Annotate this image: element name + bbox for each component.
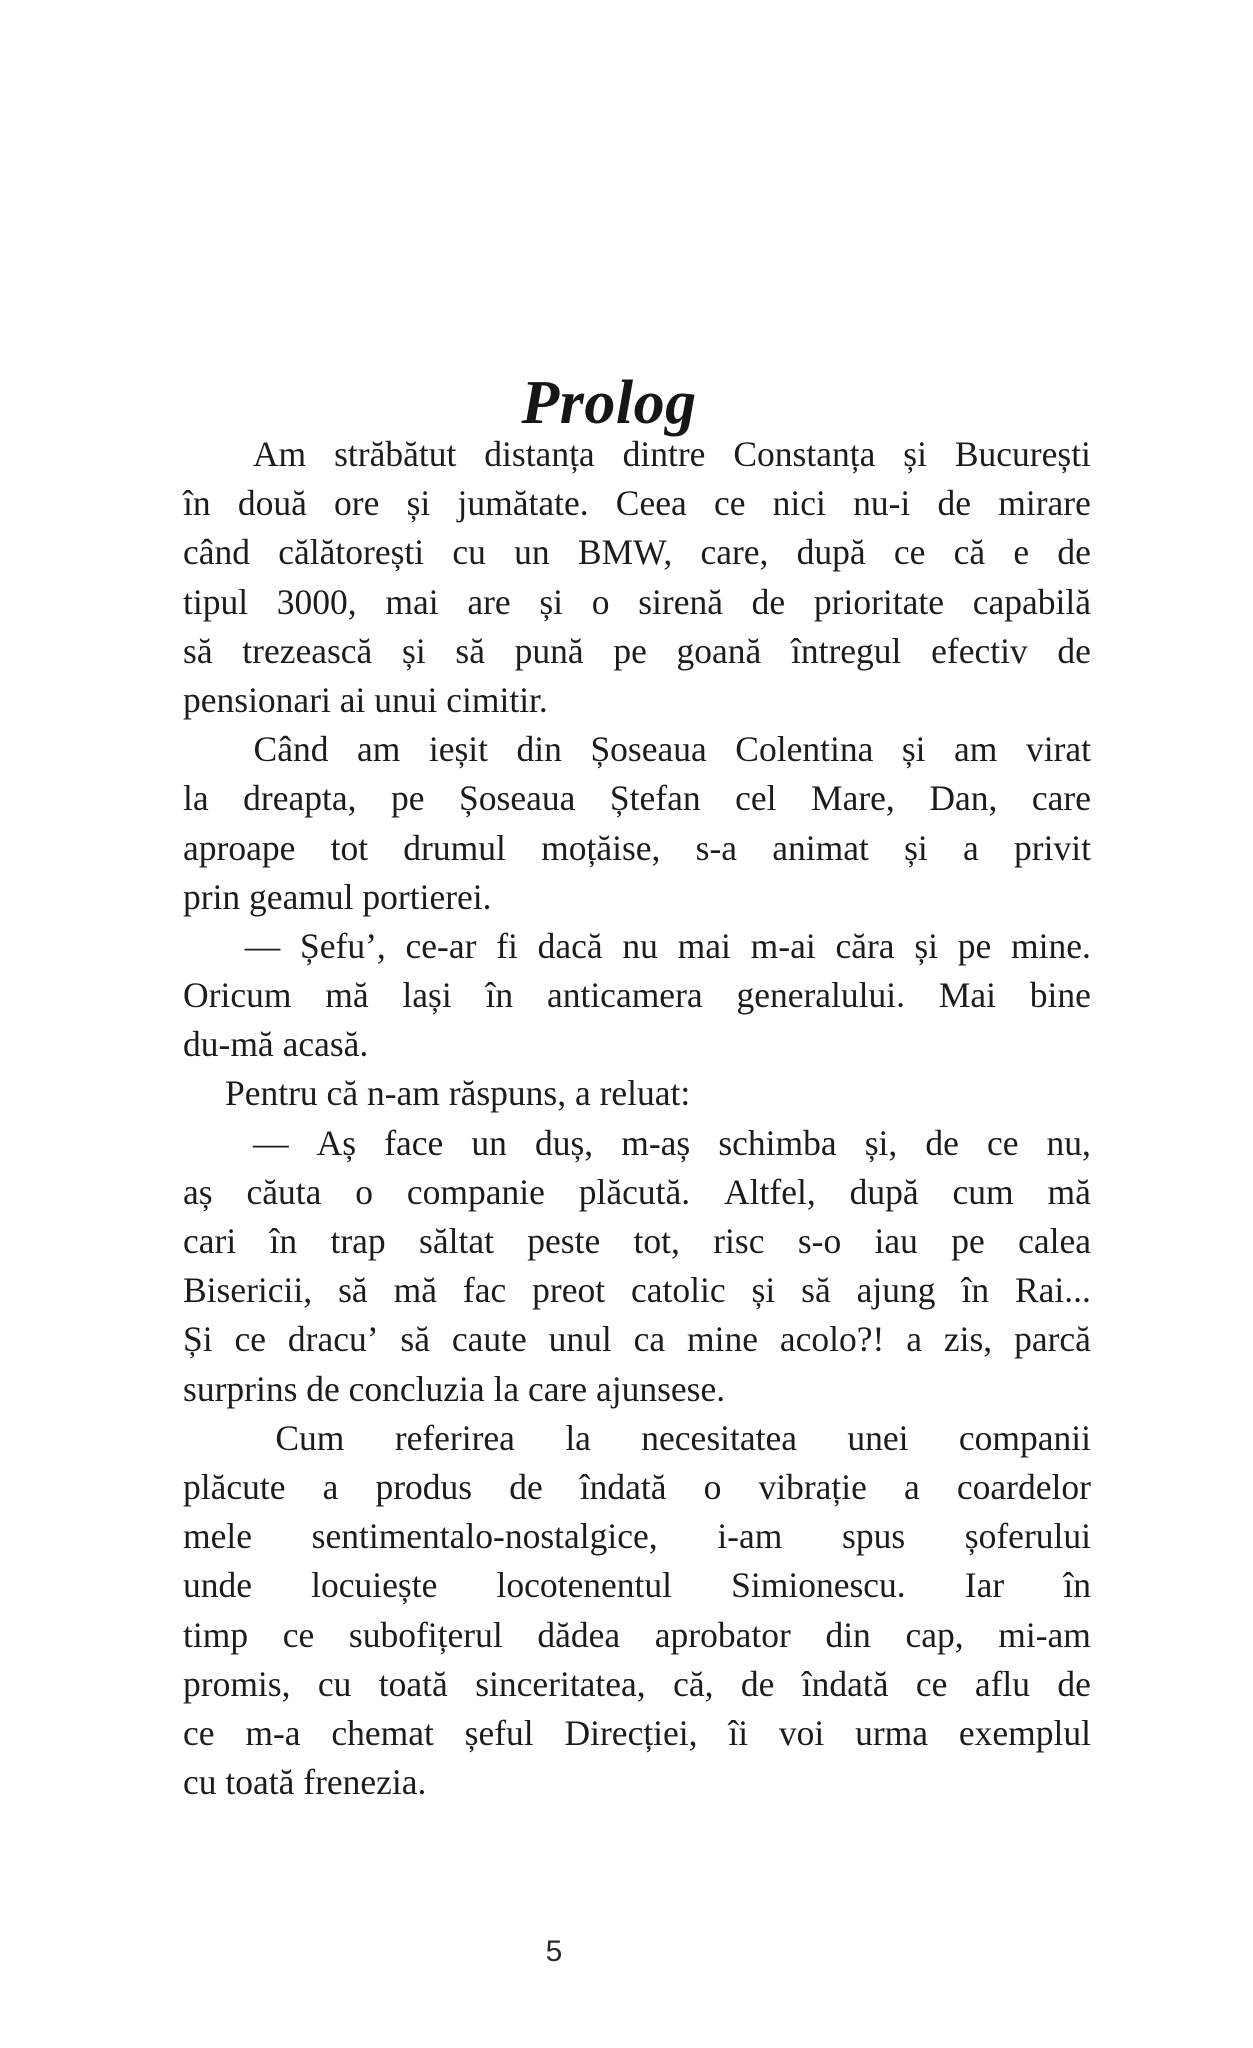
word: are xyxy=(467,581,511,622)
text-line xyxy=(183,1561,1091,1610)
word: și xyxy=(914,925,938,966)
word: tipul xyxy=(183,581,249,622)
word: unei xyxy=(847,1417,909,1458)
word: o xyxy=(591,581,610,622)
word: îndată xyxy=(579,1466,667,1507)
word: Șefu’, xyxy=(300,925,386,966)
word: Oricum xyxy=(183,975,292,1016)
word: să xyxy=(183,630,213,671)
word: zis, xyxy=(943,1319,993,1360)
word: plăcută. xyxy=(578,1171,691,1212)
word: București xyxy=(954,434,1091,474)
word: drumul xyxy=(403,827,506,868)
word: și xyxy=(901,729,926,770)
text-line xyxy=(183,1414,1091,1463)
word: Simionescu. xyxy=(731,1565,906,1606)
word: și, xyxy=(864,1122,898,1163)
line-text: cu toată frenezia. xyxy=(183,1762,427,1803)
word: vibrație xyxy=(758,1466,867,1507)
word: mirare xyxy=(998,483,1091,524)
word: dreapta, xyxy=(243,778,357,819)
word: Mai xyxy=(938,975,996,1016)
word: fac xyxy=(462,1270,507,1311)
word: ca xyxy=(633,1319,666,1360)
page-number: 5 xyxy=(545,1935,563,1968)
word: la xyxy=(183,778,209,819)
word: Când xyxy=(253,729,329,770)
word: Rai... xyxy=(1015,1270,1091,1311)
word: ce xyxy=(183,1712,215,1753)
word: mele xyxy=(183,1516,252,1557)
word: din xyxy=(516,729,562,770)
word: voi xyxy=(778,1712,825,1753)
text-line xyxy=(183,774,1091,823)
word: că, xyxy=(673,1663,714,1704)
word: a xyxy=(963,827,979,868)
word: pună xyxy=(514,630,584,671)
word: promis, xyxy=(183,1663,291,1704)
word: parcă xyxy=(1014,1319,1091,1360)
word: dădea xyxy=(537,1614,621,1655)
word: referirea xyxy=(394,1417,515,1458)
word: BMW, xyxy=(577,532,673,573)
word: căra xyxy=(835,925,895,966)
text-line xyxy=(183,873,1091,922)
word: în xyxy=(961,1270,990,1311)
word: timp xyxy=(183,1614,249,1655)
word: exemplul xyxy=(958,1712,1091,1753)
word: goană xyxy=(676,630,762,671)
word: nu-i xyxy=(853,483,911,524)
text-line xyxy=(183,1315,1091,1364)
word: nu xyxy=(622,925,658,966)
word: tot xyxy=(330,827,369,868)
word: sirenă xyxy=(638,581,723,622)
word: cu xyxy=(452,532,486,573)
word: m-ai xyxy=(750,925,816,966)
word: săltat xyxy=(419,1221,494,1261)
word: șeful xyxy=(464,1712,534,1753)
word: locotenentul xyxy=(496,1565,672,1606)
text-line xyxy=(183,1512,1091,1561)
word: dracu’ xyxy=(287,1319,379,1360)
line-text: surprins de concluzia la care ajunsese. xyxy=(183,1368,726,1409)
word: trap xyxy=(330,1221,386,1261)
word: a xyxy=(906,1319,922,1360)
word: Constanța xyxy=(733,434,876,474)
word: ore xyxy=(334,483,380,524)
word: catolic xyxy=(631,1270,726,1311)
word: Cum xyxy=(275,1417,345,1458)
word: când xyxy=(183,532,251,573)
word: Ceea xyxy=(615,483,687,524)
word: întregul xyxy=(791,630,902,671)
word: capabilă xyxy=(972,581,1091,622)
word: de xyxy=(1057,630,1091,671)
word: coardelor xyxy=(956,1466,1091,1507)
word: moțăise, xyxy=(541,827,661,868)
word: mă xyxy=(325,975,369,1016)
word: subofițerul xyxy=(348,1614,503,1655)
word: în xyxy=(183,483,211,524)
word: distanța xyxy=(484,434,595,474)
first-line-indent xyxy=(183,1119,225,1168)
word: ce xyxy=(234,1319,266,1360)
word: prioritate xyxy=(813,581,944,622)
word: ce xyxy=(986,1122,1019,1163)
word: Dan, xyxy=(929,778,998,819)
word: bine xyxy=(1029,975,1091,1016)
word: companii xyxy=(958,1417,1091,1458)
word: Direcției, xyxy=(564,1712,698,1753)
word: în xyxy=(485,975,514,1016)
word: calea xyxy=(1018,1221,1091,1261)
line-text: pensionari ai unui cimitir. xyxy=(183,679,548,720)
word: peste xyxy=(527,1221,601,1261)
text-line xyxy=(183,1463,1091,1512)
word: să xyxy=(455,630,485,671)
text-line xyxy=(183,1611,1091,1660)
text-line xyxy=(183,1266,1091,1315)
word: nici xyxy=(772,483,826,524)
line-text: prin geamul portierei. xyxy=(183,876,492,917)
word: Am xyxy=(252,434,307,474)
word: mai xyxy=(677,925,731,966)
word: cum xyxy=(952,1171,1014,1212)
word: 3000, xyxy=(276,581,357,622)
word: — xyxy=(244,925,281,966)
word: jumătate. xyxy=(457,483,589,524)
word: companie xyxy=(406,1171,545,1212)
word: Altfel, xyxy=(724,1171,816,1212)
word: efectiv xyxy=(931,630,1028,671)
word: o xyxy=(355,1171,373,1212)
word: sinceritatea, xyxy=(475,1663,646,1704)
word: a xyxy=(904,1466,920,1507)
word: de xyxy=(509,1466,543,1507)
word: ce xyxy=(915,1663,948,1704)
word: să xyxy=(338,1270,368,1311)
text-line xyxy=(183,1709,1091,1758)
word: — xyxy=(253,1122,289,1163)
line-text: Pentru că n-am răspuns, a reluat: xyxy=(225,1073,691,1114)
first-line-indent xyxy=(183,1414,225,1463)
word: Aș xyxy=(316,1122,357,1163)
word: mi-am xyxy=(998,1614,1091,1655)
word: am xyxy=(954,729,998,770)
word: chemat xyxy=(331,1712,434,1753)
word: Șoseaua xyxy=(590,729,707,770)
word: călătorești xyxy=(278,532,425,573)
word: iau xyxy=(874,1221,918,1261)
word: două xyxy=(237,483,307,524)
text-line xyxy=(183,528,1091,577)
word: pe xyxy=(613,630,647,671)
first-line-indent xyxy=(183,725,225,774)
word: îi xyxy=(728,1712,749,1753)
word: spus xyxy=(842,1516,906,1557)
word: îndată xyxy=(801,1663,889,1704)
word: după xyxy=(796,532,866,573)
word: m-aș xyxy=(621,1122,691,1163)
word: Bisericii, xyxy=(183,1270,313,1311)
body-text-block xyxy=(183,430,1091,1807)
text-line xyxy=(183,1020,1091,1069)
word: generalului. xyxy=(736,975,906,1016)
word: privit xyxy=(1014,827,1091,868)
word: mine xyxy=(687,1319,759,1360)
word: e xyxy=(1013,532,1030,573)
word: străbătut xyxy=(334,434,457,474)
word: să xyxy=(400,1319,430,1360)
word: caute xyxy=(451,1319,527,1360)
word: și xyxy=(539,581,564,622)
word: aflu xyxy=(974,1663,1031,1704)
word: necesitatea xyxy=(641,1417,797,1458)
word: sentimentalo-nostalgice, xyxy=(311,1516,658,1557)
word: de xyxy=(1057,1663,1091,1704)
word: cap, xyxy=(905,1614,964,1655)
word: și xyxy=(751,1270,776,1311)
word: Și xyxy=(183,1319,213,1360)
text-line xyxy=(183,1660,1091,1709)
word: mai xyxy=(385,581,439,622)
word: pe xyxy=(951,1221,985,1261)
word: Colentina xyxy=(735,729,874,770)
word: la xyxy=(565,1417,591,1458)
word: plăcute xyxy=(183,1466,286,1507)
word: ce xyxy=(893,532,926,573)
word: Ștefan xyxy=(609,778,701,819)
word: urma xyxy=(855,1712,929,1753)
text-line xyxy=(183,922,1091,971)
word: i-am xyxy=(717,1516,783,1557)
word: un xyxy=(514,532,550,573)
word: aproape xyxy=(183,827,296,868)
text-line xyxy=(183,1365,1091,1414)
text-line xyxy=(183,725,1091,774)
word: de xyxy=(740,1663,775,1704)
text-line xyxy=(183,676,1091,725)
word: lași xyxy=(402,975,452,1016)
word: risc xyxy=(713,1221,765,1261)
word: a xyxy=(322,1466,339,1507)
word: după xyxy=(849,1171,919,1212)
word: toată xyxy=(378,1663,448,1704)
word: în xyxy=(269,1221,298,1261)
word: s-o xyxy=(797,1221,842,1261)
word: căuta xyxy=(246,1171,322,1212)
word: ce xyxy=(282,1614,315,1655)
word: ce-ar xyxy=(405,925,477,966)
word: am xyxy=(356,729,401,770)
word: produs xyxy=(375,1466,473,1507)
word: Mare, xyxy=(811,778,895,819)
first-line-indent xyxy=(183,922,225,971)
text-line xyxy=(183,1069,1091,1118)
word: mă xyxy=(1047,1171,1091,1212)
word: de xyxy=(751,581,786,622)
word: aprobator xyxy=(654,1614,791,1655)
word: tot, xyxy=(633,1221,680,1261)
text-line xyxy=(183,578,1091,627)
word: care, xyxy=(700,532,769,573)
text-line xyxy=(183,1168,1091,1217)
word: mă xyxy=(393,1270,437,1311)
text-line xyxy=(183,1758,1091,1807)
word: cari xyxy=(183,1221,237,1261)
chapter-title: Prolog xyxy=(521,368,697,437)
word: dacă xyxy=(537,925,603,966)
text-line xyxy=(183,1217,1091,1266)
word: Șoseaua xyxy=(459,778,576,819)
word: șoferului xyxy=(964,1516,1091,1557)
word: animat xyxy=(772,827,869,868)
word: schimba xyxy=(718,1122,837,1163)
word: de xyxy=(937,483,972,524)
word: și xyxy=(904,827,928,868)
word: să xyxy=(801,1270,831,1311)
word: ce xyxy=(713,483,746,524)
word: care xyxy=(1031,778,1091,819)
word: mine. xyxy=(1011,925,1091,966)
word: ieșit xyxy=(428,729,489,770)
word: de xyxy=(925,1122,959,1163)
word: trezească xyxy=(242,630,373,671)
word: o xyxy=(703,1466,722,1507)
word: de xyxy=(1057,532,1091,573)
word: Iar xyxy=(964,1565,1005,1606)
word: anticamera xyxy=(546,975,703,1016)
word: și xyxy=(406,483,431,524)
word: duș, xyxy=(534,1122,594,1163)
text-line xyxy=(183,971,1091,1020)
word: virat xyxy=(1025,729,1091,770)
word: aș xyxy=(183,1171,213,1212)
word: unul xyxy=(548,1319,612,1360)
word: pe xyxy=(391,778,425,819)
word: face xyxy=(384,1122,444,1163)
word: ajung xyxy=(856,1270,936,1311)
word: acolo?! xyxy=(779,1319,885,1360)
word: fi xyxy=(496,925,518,966)
word: locuiește xyxy=(311,1565,438,1606)
word: și xyxy=(402,630,426,671)
word: un xyxy=(471,1122,507,1163)
word: dintre xyxy=(622,434,706,474)
word: cu xyxy=(317,1663,352,1704)
word: nu, xyxy=(1046,1122,1091,1163)
word: m-a xyxy=(245,1712,301,1753)
word: din xyxy=(825,1614,871,1655)
word: s-a xyxy=(695,827,738,868)
text-line xyxy=(183,430,1091,479)
first-line-indent xyxy=(183,430,225,479)
word: și xyxy=(903,434,927,474)
text-line xyxy=(183,479,1091,528)
word: cel xyxy=(735,778,777,819)
text-line xyxy=(183,627,1091,676)
word: preot xyxy=(532,1270,606,1311)
word: în xyxy=(1063,1565,1091,1606)
text-line xyxy=(183,1119,1091,1168)
word: pe xyxy=(957,925,992,966)
word: că xyxy=(953,532,986,573)
text-line xyxy=(183,824,1091,873)
line-text: du-mă acasă. xyxy=(183,1024,369,1065)
word: unde xyxy=(183,1565,253,1606)
